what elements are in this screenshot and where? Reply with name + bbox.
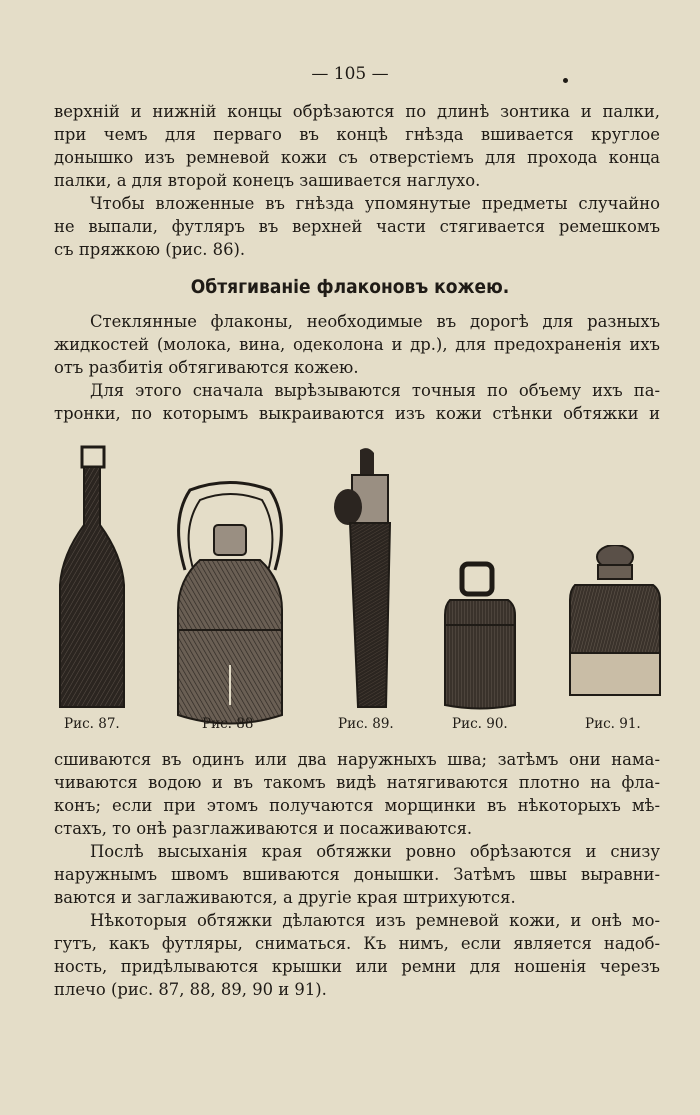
text-line: верхній и нижній концы обрѣзаются по длинѣ зонтика и палки, [54,102,660,121]
paragraph-block-1 [54,100,660,261]
page-number: — 105 — [311,64,389,84]
text-line: Послѣ высыханія края обтяжки ровно обрѣзаются и снизу [90,842,660,861]
text-line: при чемъ для перваго въ концѣ гнѣзда вшивается круглое [54,125,660,144]
figure-87-bottle-illustration [52,445,132,715]
text-line: плечо (рис. 87, 88, 89, 90 и 91). [54,980,327,999]
paragraph-block-3 [54,748,660,1001]
text-line: палки, а для второй конецъ зашивается наглухо. [54,171,481,190]
figure-90-flask-illustration [440,560,520,720]
text-line: сшиваются въ одинъ или два наружныхъ шва; затѣмъ они нама- [54,750,660,769]
text-line: съ пряжкою (рис. 86). [54,240,246,259]
text-line: гутъ, какъ футляры, сниматься. Къ нимъ, если является надоб- [54,934,660,953]
figure-91-flask-illustration [565,545,665,715]
ink-speck [563,78,568,83]
figure-87-caption: Рис. 87. [64,716,120,732]
text-line: тронки, по которымъ выкраиваются изъ кожи стѣнки обтяжки и [54,404,660,423]
figure-88-flask-illustration [170,480,290,750]
text-line: не выпали, футляръ въ верхней части стягивается ремешкомъ [54,217,660,236]
text-line: Стеклянные флаконы, необходимые въ дорогѣ для разныхъ [90,312,660,331]
text-line: ность, придѣлываются крышки или ремни для ношенія черезъ [54,957,660,976]
text-line: конъ; если при этомъ получаются морщинки въ нѣкоторыхъ мѣ- [54,796,660,815]
text-line: ваются и заглаживаются, а другіе края штрихуются. [54,888,516,907]
bottle-illustrations [0,440,700,740]
figure-89-caption: Рис. 89. [338,716,394,732]
text-line: наружнымъ швомъ вшиваются донышки. Затѣмъ швы выравни- [54,865,660,884]
text-line: донышко изъ ремневой кожи съ отверстіемъ для прохода конца [54,148,660,167]
text-line: Чтобы вложенные въ гнѣзда упомянутые предметы случайно [90,194,660,213]
figure-89-flask-illustration [328,445,408,715]
figure-88-caption: Рис. 88 [202,716,254,732]
text-line: отъ разбитія обтягиваются кожею. [54,358,359,377]
text-line: Нѣкоторыя обтяжки дѣлаются изъ ремневой кожи, и онѣ мо- [90,911,660,930]
figure-91-caption: Рис. 91. [585,716,641,732]
text-line: чиваются водою и въ такомъ видѣ натягиваются плотно на фла- [54,773,660,792]
paragraph-block-2 [54,310,660,425]
section-heading: Обтягиваніе флаконовъ кожею. [190,276,510,298]
figure-90-caption: Рис. 90. [452,716,508,732]
text-line: Для этого сначала вырѣзываются точныя по объему ихъ па- [90,381,660,400]
text-line: стахъ, то онѣ разглаживаются и посаживаются. [54,819,473,838]
text-line: жидкостей (молока, вина, одеколона и др.), для предохраненія ихъ [54,335,660,354]
